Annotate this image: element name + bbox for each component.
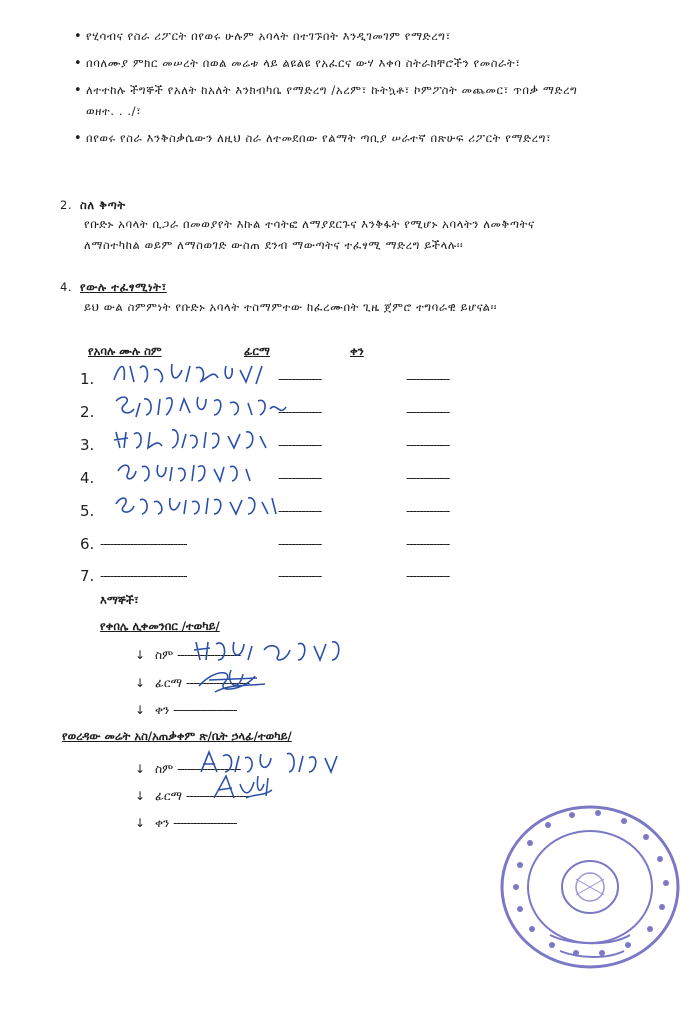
name-blank: ------------------- xyxy=(177,648,241,662)
signature-blank: ------------- xyxy=(278,372,322,386)
date-blank: ------------- xyxy=(406,504,450,518)
section-number: 2. xyxy=(60,198,73,212)
signature-blank: ------------- xyxy=(278,569,322,583)
bullet-text: በየወሩ የስራ እንቅስቃሴውን ለዚህ ስራ ለተመደበው የልማት ጣቢያ ሠራተኛ በጽሁፍ ሪፖርት የማድረግ፣ xyxy=(86,131,552,145)
land-office-heading: የወረዳው መሬት አስ/አጠቃቀም ጽ/ቤት ኃላፊ/ተወካይ/ xyxy=(62,729,292,743)
section-number: 4. xyxy=(60,280,73,294)
bullet-text: የሂሳብና የስራ ሪፖርት በየወሩ ሁሉም አባላት በተገኙበት እንዲገመገም የማድረግ፣ xyxy=(86,29,451,43)
date-blank: ------------------- xyxy=(173,816,237,830)
section-title: የውሉ ተፈፃሚነት፣ xyxy=(80,280,167,294)
row-number: 5. xyxy=(80,502,95,520)
section-validity-body: ይህ ውል ስምምነት የቡድኑ አባላት ተስማምተው ከፈረሙበት ጊዜ ጀምሮ ተግባራዊ ይሆናል፡፡ xyxy=(84,300,498,314)
signature-blank: ------------------- xyxy=(185,676,250,690)
name-label: ስም xyxy=(155,648,174,662)
down-arrow-icon: ↓ xyxy=(135,789,146,803)
land-office-date-line xyxy=(135,816,236,831)
member-row xyxy=(80,567,500,587)
name-label: ስም xyxy=(155,762,174,776)
signature-blank: ------------- xyxy=(278,537,322,551)
bullet-item xyxy=(74,53,584,74)
date-blank: ------------- xyxy=(406,537,450,551)
row-number: 7. xyxy=(80,567,95,585)
member-row xyxy=(80,403,500,423)
row-number: 2. xyxy=(80,403,95,421)
row-number: 6. xyxy=(80,535,95,553)
section-penalty-body: የቡድኑ አባላት ቢጋራ በመወያየት እኩል ተሳትፎ ለማያደርጉና እንቅፋት የሚሆኑ አባላትን ለመቅጣትና ለማስተካከል ወይም ለማስወገድ ውስጠ ደንብ ማውጣትና ተፈፃሚ ማድረግ ይችላሉ፡፡ xyxy=(84,217,535,252)
kebele-chairman-handwritten-name xyxy=(190,632,380,668)
name-blank: -------------------------- xyxy=(100,537,187,551)
signature-blank: ------------- xyxy=(278,405,322,419)
bullet-item xyxy=(74,128,584,149)
member-row xyxy=(80,436,500,456)
section-penalty-heading xyxy=(60,198,126,213)
land-office-signature xyxy=(210,770,280,806)
date-blank: ------------------- xyxy=(173,703,237,717)
official-seal-icon xyxy=(490,795,685,975)
bullet-item xyxy=(74,80,584,122)
name-blank: ------------------- xyxy=(177,762,241,776)
member-row xyxy=(80,535,500,555)
member-row xyxy=(80,469,500,489)
date-label: ቀን xyxy=(155,816,170,830)
duties-bullet-list xyxy=(74,26,584,155)
bullet-text: በባለሙያ ምክር መሠረት በወል መሬቱ ላይ ልዩልዩ የአፈርና ውሃ እቀባ ስትራክቸሮችን የመስራት፣ xyxy=(86,56,521,70)
date-blank: ------------- xyxy=(406,405,450,419)
down-arrow-icon: ↓ xyxy=(135,676,146,690)
section-title: ስለ ቅጣት xyxy=(80,198,126,212)
date-label: ቀን xyxy=(155,703,170,717)
date-blank: ------------- xyxy=(406,471,450,485)
bullet-text: ለተተከሉ ችግኞች የአለት ከአለት እንክብካቤ የማድረግ /አረም፣ ኩትኳቶ፣ ኮምፖስት መጨመር፣ ጥበቃ ማድረግ ወዘተ. . ./፣ xyxy=(86,83,578,118)
row-number: 4. xyxy=(80,469,95,487)
signature-blank: ------------- xyxy=(278,471,322,485)
section-validity-heading xyxy=(60,280,167,295)
bullet-icon: • xyxy=(74,131,82,146)
bullet-icon: • xyxy=(74,83,82,98)
down-arrow-icon: ↓ xyxy=(135,816,146,830)
column-header-signature: ፊርማ xyxy=(244,344,270,358)
signature-blank: ------------- xyxy=(278,438,322,452)
column-header-name: የአባሉ ሙሉ ስም xyxy=(88,344,162,358)
down-arrow-icon: ↓ xyxy=(135,648,146,662)
bullet-icon: • xyxy=(74,56,82,71)
down-arrow-icon: ↓ xyxy=(135,703,146,717)
witnesses-heading: እማኞች፣ xyxy=(100,593,139,607)
bullet-icon: • xyxy=(74,29,82,44)
row-number: 3. xyxy=(80,436,95,454)
signature-label: ፊርማ xyxy=(155,676,183,690)
name-blank: -------------------------- xyxy=(100,569,187,583)
signature-blank: ------------- xyxy=(278,504,322,518)
member-row xyxy=(80,370,500,390)
signature-blank: ------------------- xyxy=(185,789,250,803)
bullet-item xyxy=(74,26,584,47)
date-blank: ------------- xyxy=(406,569,450,583)
date-blank: ------------- xyxy=(406,372,450,386)
column-header-date: ቀን xyxy=(350,344,364,358)
date-blank: ------------- xyxy=(406,438,450,452)
down-arrow-icon: ↓ xyxy=(135,762,146,776)
row-number: 1. xyxy=(80,370,95,388)
signature-label: ፊርማ xyxy=(155,789,183,803)
kebele-chairman-date-line xyxy=(135,703,236,718)
kebele-chairman-heading: የቀበሌ ሊቀመንበር /ተወካይ/ xyxy=(100,619,220,633)
member-row xyxy=(80,502,500,522)
kebele-chairman-signature xyxy=(195,664,275,700)
